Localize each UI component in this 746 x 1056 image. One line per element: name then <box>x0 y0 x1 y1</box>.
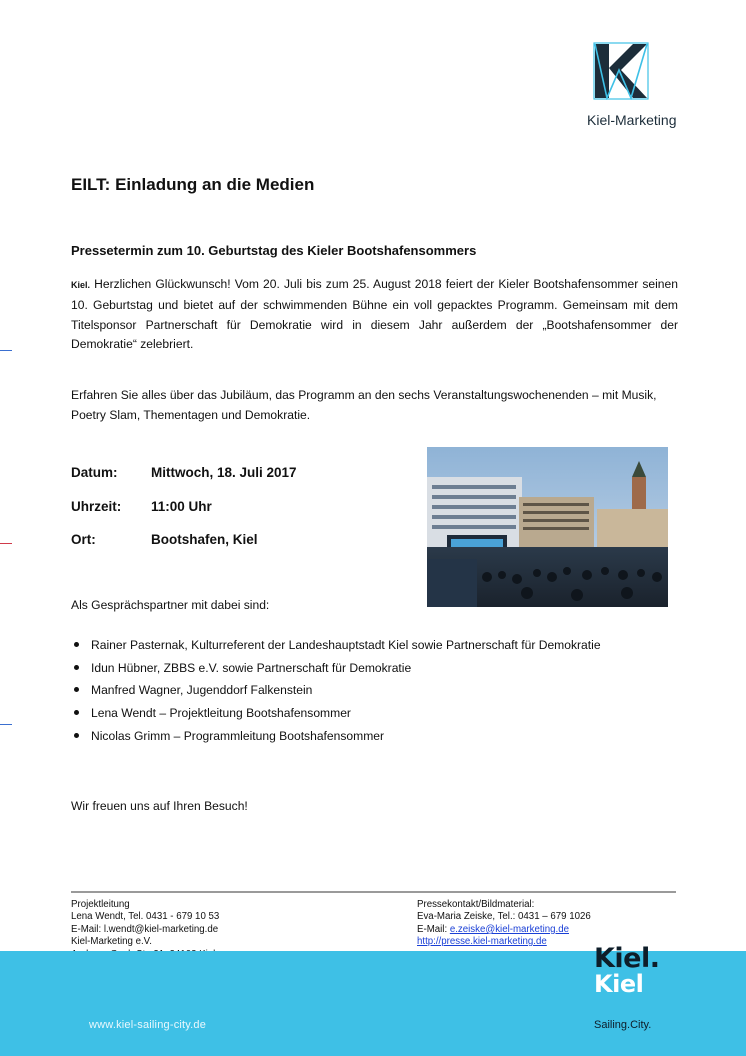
press-link-line <box>417 936 591 948</box>
email-line <box>417 924 591 936</box>
email-link[interactable]: e.zeiske@kiel-marketing.de <box>449 923 569 935</box>
contact-line: E-Mail: l.wendt@kiel-marketing.de <box>71 923 219 935</box>
closing-line: Wir freuen uns auf Ihren Besuch! <box>71 799 248 813</box>
bullet-icon <box>74 665 79 670</box>
fact-value: Bootshafen, Kiel <box>151 532 258 547</box>
list-item <box>71 727 601 750</box>
partners-list <box>71 636 601 749</box>
fold-mark-bottom <box>0 724 12 725</box>
bullet-icon <box>74 687 79 692</box>
subheading: Pressetermin zum 10. Geburtstag des Kieler Bootshafensommers <box>71 243 477 258</box>
footer-divider <box>71 891 676 893</box>
list-item <box>71 704 601 727</box>
logo-text: Kiel-Marketing <box>587 112 677 128</box>
list-item <box>71 681 601 704</box>
fact-label: Datum: <box>71 465 118 480</box>
press-portal-link[interactable]: http://presse.kiel-marketing.de <box>417 936 547 948</box>
fact-label: Ort: <box>71 532 96 547</box>
email-prefix: E-Mail: <box>417 923 450 935</box>
kiel-sailing-city-logo <box>594 943 684 1031</box>
contact-line: Lena Wendt, Tel. 0431 - 679 10 53 <box>71 911 220 923</box>
press-contact <box>417 899 591 949</box>
partners-intro: Als Gesprächspartner mit dabei sind: <box>71 598 270 612</box>
kiel-wordmark-mirrored: Kiel <box>594 970 644 998</box>
partner-text: Nicolas Grimm – Programmleitung Bootshafensommer <box>91 728 385 743</box>
contact-title: Pressekontakt/Bildmaterial: <box>417 899 535 910</box>
program-paragraph: Erfahren Sie alles über das Jubiläum, das Programm an den sechs Veranstaltungswochenenden – mit Musik, Poetry Slam, Thementagen und Demokratie. <box>71 388 657 422</box>
bullet-icon <box>74 710 79 715</box>
bullet-icon <box>74 642 79 647</box>
partner-text: Idun Hübner, ZBBS e.V. sowie Partnerschaft für Demokratie <box>91 660 412 675</box>
list-item <box>71 659 601 682</box>
contact-line: Eva-Maria Zeiske, Tel.: 0431 – 679 1026 <box>417 911 591 923</box>
intro-text: Herzlichen Glückwunsch! Vom 20. Juli bis zum 25. August 2018 feiert der Kieler Bootshafensommer seinen 10. Geburtstag und bietet auf der schwimmenden Bühne ein voll gepacktes Programm. Gemeinsam mit dem Titelsponsor Partnerschaft für Demokratie wird in diesem Jahr außerdem der „Bootshafensommer der Demokratie“ zelebriert. <box>71 277 678 352</box>
kiel-marketing-logo <box>587 42 683 132</box>
partner-text: Rainer Pasternak, Kulturreferent der Landeshauptstadt Kiel sowie Partnerschaft für Demokratie <box>91 638 601 652</box>
contact-line: Kiel-Marketing e.V. <box>71 936 152 948</box>
intro-paragraph <box>71 275 678 355</box>
fact-value: Mittwoch, 18. Juli 2017 <box>151 465 297 480</box>
harbour-photo-image <box>427 447 668 607</box>
brand-tagline: Sailing.City. <box>594 1019 652 1031</box>
list-item <box>71 636 601 659</box>
kiel-marketing-k-logo-icon <box>593 42 649 100</box>
partner-text: Manfred Wagner, Jugenddorf Falkenstein <box>91 683 313 698</box>
dateline: Kiel. <box>71 280 91 290</box>
page-title: EILT: Einladung an die Medien <box>71 175 315 194</box>
contact-title: Projektleitung <box>71 899 130 910</box>
partner-text: Lena Wendt – Projektleitung Bootshafensommer <box>91 706 351 721</box>
footer-url: www.kiel-sailing-city.de <box>89 1019 207 1031</box>
bullet-icon <box>74 733 79 738</box>
event-photo <box>427 447 668 607</box>
fold-mark-top <box>0 350 12 351</box>
fact-value: 11:00 Uhr <box>151 499 212 514</box>
fact-label: Uhrzeit: <box>71 499 122 514</box>
kiel-wordmark: Kiel. <box>594 943 660 974</box>
punch-mark <box>0 543 12 544</box>
